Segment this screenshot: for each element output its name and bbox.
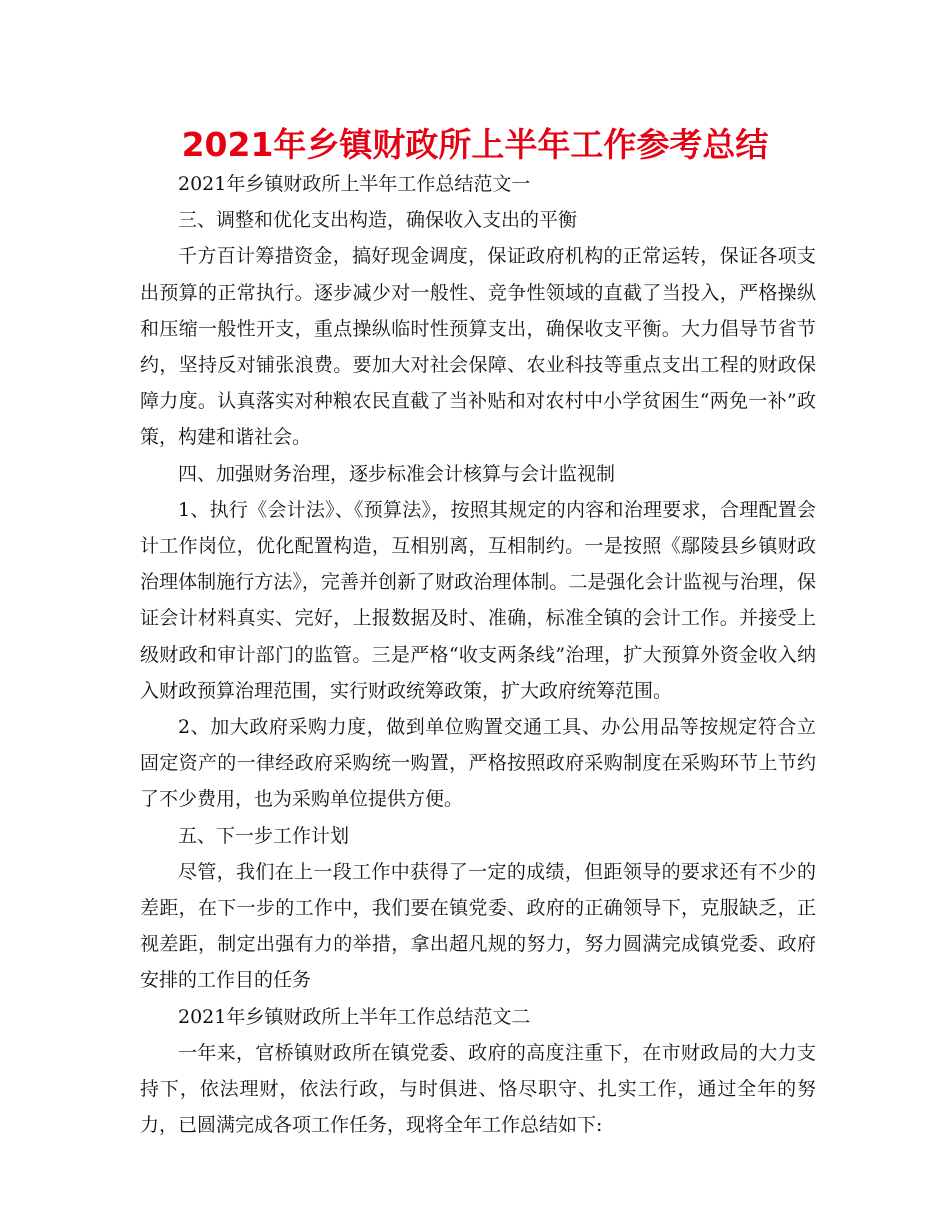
paragraph-funding: 千方百计筹措资金，搞好现金调度，保证政府机构的正常运转，保证各项支出预算的正常执行。逐步减少对一般性、竞争性领域的直截了当投入，严格操纵和压缩一般性开支，重点操纵临时性预算支出，确保收支平衡。大力倡导节省节约，坚持反对铺张浪费。要加大对社会保障、农业科技等重点支出工程的财政保障力度。认真落实对种粮农民直截了当补贴和对农村中小学贫困生“两免一补”政策，构建和谐社会。 [140, 245, 816, 449]
paragraph-section-five-heading: 五、下一步工作计划 [178, 824, 350, 847]
paragraph-essay-one-heading: 2021年乡镇财政所上半年工作总结范文一 [178, 173, 531, 195]
paragraph-essay-two-heading: 2021年乡镇财政所上半年工作总结范文二 [178, 1005, 531, 1028]
paragraph-procurement: 2、加大政府采购力度，做到单位购置交通工具、办公用品等按规定符合立固定资产的一律经政府采购统一购置，严格按照政府采购制度在采购环节上节约了不少费用，也为采购单位提供方便。 [140, 716, 816, 811]
paragraph-essay-two-intro: 一年来，官桥镇财政所在镇党委、政府的高度注重下，在市财政局的大力支持下，依法理财，依法行政，与时俱进、恪尽职守、扎实工作，通过全年的努力，已圆满完成各项工作任务，现将全年工作总结如下: [140, 1041, 816, 1137]
paragraph-section-four-heading: 四、加强财务治理，逐步标准会计核算与会计监视制 [178, 462, 616, 485]
paragraph-next-plan: 尽管，我们在上一段工作中获得了一定的成绩，但距领导的要求还有不少的差距，在下一步的工作中，我们要在镇党委、政府的正确领导下，克服缺乏，正视差距，制定出强有力的举措，拿出超凡规的努力，努力圆满完成镇党委、政府安排的工作目的任务 [140, 860, 816, 992]
document-body [140, 166, 816, 1143]
document-title: 2021年乡镇财政所上半年工作参考总结 [181, 125, 769, 164]
paragraph-section-three-heading: 三、调整和优化支出构造，确保收入支出的平衡 [178, 209, 578, 232]
paragraph-accounting-law: 1、执行《会计法》、《预算法》，按照其规定的内容和治理要求，合理配置会计工作岗位，优化配置构造，互相别离，互相制约。一是按照《鄢陵县乡镇财政治理体制施行方法》，完善并创新了财政治理体制。二是强化会计监视与治理，保证会计材料真实、完好，上报数据及时、准确，标准全镇的会计工作。并接受上级财政和审计部门的监管。三是严格“收支两条线”治理，扩大预算外资金收入纳入财政预算治理范围，实行财政统筹政策，扩大政府统筹范围。 [140, 498, 816, 702]
